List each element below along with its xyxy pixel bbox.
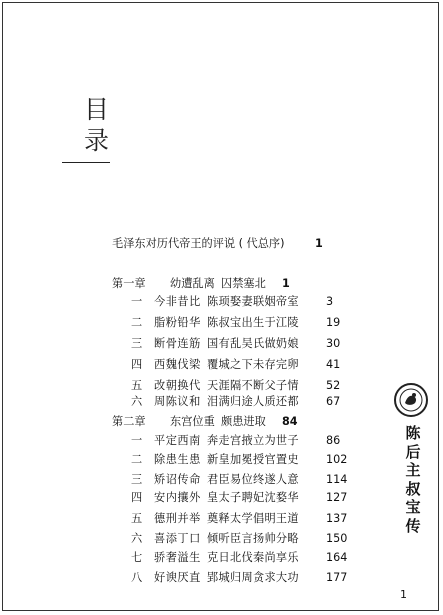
section-title-long: 天涯隔不断父子情: [207, 379, 299, 392]
chapter-title-part1: 东宫位重: [170, 415, 215, 428]
preface-page: 1: [315, 237, 323, 250]
section-number: 六: [131, 532, 143, 545]
chapter-title-part1: 幼遭乱离: [170, 277, 215, 290]
section-title-long: 国有乱吴氏做奶娘: [207, 337, 299, 350]
chapter-page: 1: [282, 277, 290, 290]
section-title-long: 郢城归周贪求大功: [207, 571, 299, 584]
section-number: 五: [131, 512, 143, 525]
section-title-short: 安内攘外: [154, 491, 201, 504]
section-title-short: 德刑并举: [154, 512, 201, 525]
section-title-long: 君臣易位终遂人意: [207, 473, 299, 486]
section-title-short: 好谀厌直: [154, 571, 201, 584]
section-title-long: 奠释太学倡明王道: [207, 512, 299, 525]
book-title-vertical: 陈后主叔宝传: [405, 424, 421, 535]
section-number: 二: [131, 316, 143, 329]
section-title-long: 新皇加冕授官置史: [207, 453, 299, 466]
section-title-long: 皇太子聘妃沈婺华: [207, 491, 299, 504]
section-title-long: 陈顼娶妻联姻帝室: [207, 295, 299, 308]
section-page: 150: [326, 532, 348, 545]
section-page: 164: [326, 551, 348, 564]
section-title-short: 周陈议和: [154, 395, 201, 408]
section-title-short: 喜添丁口: [154, 532, 201, 545]
section-page: 114: [326, 473, 348, 486]
section-page: 127: [326, 491, 348, 504]
section-page: 137: [326, 512, 348, 525]
chapter-label: 第二章: [112, 415, 146, 428]
section-page: 67: [326, 395, 341, 408]
emblem-figure-icon: [396, 385, 426, 415]
section-number: 六: [131, 395, 143, 408]
section-title-short: 骄奢溢生: [154, 551, 201, 564]
chapter-page: 84: [282, 415, 298, 428]
section-page: 19: [326, 316, 341, 329]
toc-title-char-2: 录: [84, 126, 110, 155]
section-page: 41: [326, 358, 341, 371]
section-number: 四: [131, 358, 143, 371]
chapter-label: 第一章: [112, 277, 146, 290]
section-title-long: 陈叔宝出生于江陵: [207, 316, 299, 329]
section-title-long: 倾听臣言扬帅分略: [207, 532, 299, 545]
preface-title: 毛泽东对历代帝王的评说 ( 代总序): [112, 237, 285, 250]
section-page: 30: [326, 337, 341, 350]
section-number: 八: [131, 571, 143, 584]
chapter-title-part2: 颇患进取: [221, 415, 266, 428]
emblem-icon: [394, 383, 428, 417]
section-page: 86: [326, 434, 341, 447]
section-title-short: 改朝换代: [154, 379, 201, 392]
toc-title-char-1: 目: [84, 95, 110, 124]
section-number: 一: [131, 434, 143, 447]
section-number: 二: [131, 453, 143, 466]
section-title-long: 奔走宫掖立为世子: [207, 434, 299, 447]
section-title-long: 覆城之下未存完卵: [207, 358, 299, 371]
section-title-short: 今非昔比: [154, 295, 201, 308]
page-number: 1: [400, 588, 407, 601]
section-page: 52: [326, 379, 341, 392]
section-page: 3: [326, 295, 334, 308]
section-number: 四: [131, 491, 143, 504]
section-title-short: 矫诏传命: [154, 473, 201, 486]
section-number: 三: [131, 473, 143, 486]
section-number: 三: [131, 337, 143, 350]
section-title-long: 泪满归途人质还都: [207, 395, 299, 408]
title-divider: [62, 162, 110, 163]
section-title-short: 平定西南: [154, 434, 201, 447]
section-title-short: 脂粉铅华: [154, 316, 201, 329]
section-number: 一: [131, 295, 143, 308]
section-page: 177: [326, 571, 348, 584]
section-title-long: 克日北伐秦尚享乐: [207, 551, 299, 564]
section-title-short: 西魏伐梁: [154, 358, 201, 371]
section-title-short: 除患生患: [154, 453, 201, 466]
section-title-short: 断骨连筋: [154, 337, 201, 350]
section-page: 102: [326, 453, 348, 466]
section-number: 五: [131, 379, 143, 392]
chapter-title-part2: 囚禁塞北: [221, 277, 266, 290]
section-number: 七: [131, 551, 143, 564]
